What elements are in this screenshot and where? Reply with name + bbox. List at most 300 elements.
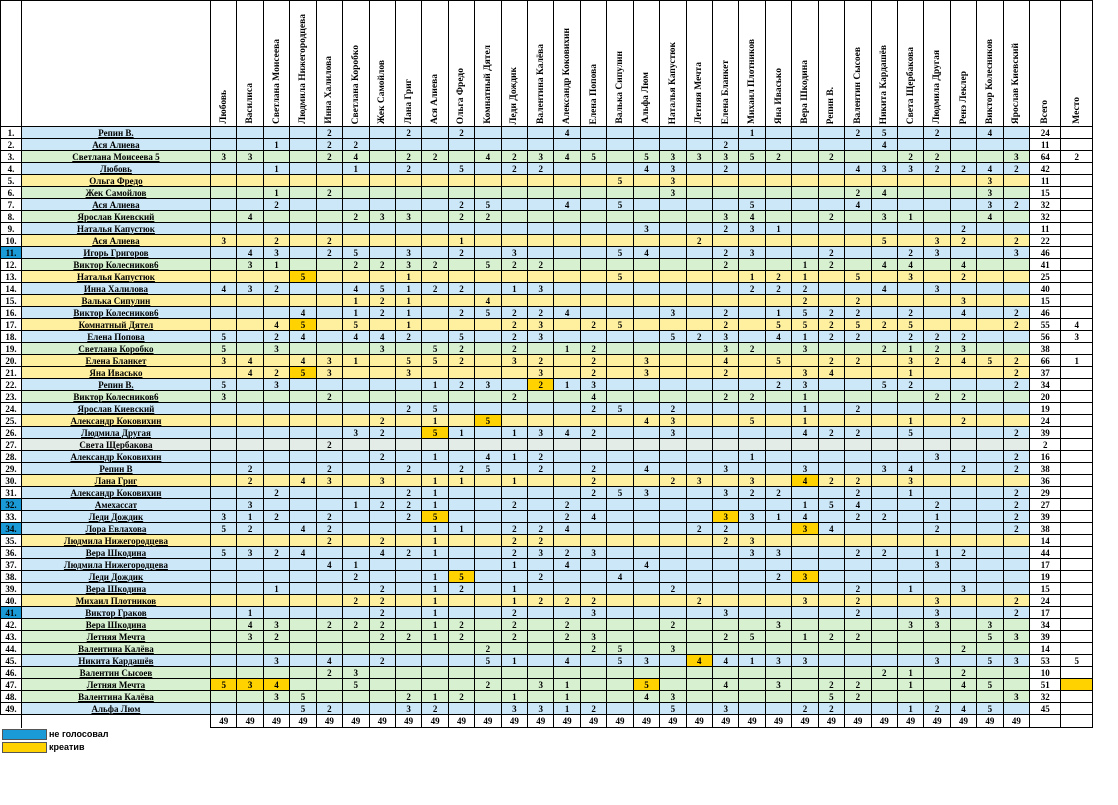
vote-cell — [528, 175, 554, 187]
vote-cell — [210, 187, 236, 199]
vote-cell: 2 — [395, 487, 421, 499]
vote-cell — [845, 535, 871, 547]
vote-cell: 4 — [871, 283, 897, 295]
vote-cell: 1 — [501, 691, 527, 703]
vote-cell: 3 — [528, 151, 554, 163]
row-number: 31. — [1, 487, 22, 499]
vote-cell: 3 — [739, 475, 765, 487]
vote-cell: 2 — [660, 403, 686, 415]
vote-cell: 5 — [607, 643, 633, 655]
vote-cell: 2 — [950, 271, 976, 283]
vote-cell — [765, 427, 791, 439]
vote-cell: 2 — [448, 583, 474, 595]
vote-cell — [607, 499, 633, 511]
vote-cell: 3 — [633, 487, 659, 499]
vote-cell: 4 — [290, 547, 316, 559]
vote-cell — [871, 631, 897, 643]
footer-count-cell: 49 — [290, 715, 316, 728]
vote-cell — [580, 211, 606, 223]
vote-cell: 3 — [237, 547, 263, 559]
vote-cell — [369, 127, 395, 139]
vote-cell — [660, 223, 686, 235]
vote-cell — [343, 535, 369, 547]
vote-cell — [554, 487, 580, 499]
vote-cell — [633, 427, 659, 439]
vote-cell — [897, 439, 923, 451]
footer-count-cell: 49 — [501, 715, 527, 728]
vote-cell: 1 — [448, 235, 474, 247]
vote-cell — [343, 511, 369, 523]
vote-cell — [422, 367, 448, 379]
vote-cell — [633, 331, 659, 343]
vote-cell — [765, 367, 791, 379]
vote-cell — [607, 703, 633, 715]
total-cell: 25 — [1030, 271, 1061, 283]
vote-cell: 3 — [633, 367, 659, 379]
vote-cell — [554, 535, 580, 547]
vote-cell — [369, 199, 395, 211]
vote-cell: 5 — [422, 427, 448, 439]
vote-cell — [792, 211, 818, 223]
vote-cell — [580, 199, 606, 211]
participant-name: Жек Самойлов — [21, 187, 210, 199]
vote-cell: 3 — [686, 475, 712, 487]
place-cell — [1061, 535, 1093, 547]
vote-cell — [263, 571, 289, 583]
vote-cell: 2 — [475, 679, 501, 691]
vote-cell: 2 — [686, 331, 712, 343]
vote-cell — [686, 439, 712, 451]
vote-cell — [765, 139, 791, 151]
vote-cell — [316, 163, 342, 175]
vote-cell — [528, 643, 554, 655]
vote-cell: 2 — [501, 607, 527, 619]
footer-row — [1, 715, 1093, 728]
vote-cell: 2 — [369, 499, 395, 511]
vote-cell — [290, 163, 316, 175]
vote-cell — [580, 223, 606, 235]
vote-cell: 1 — [897, 415, 923, 427]
vote-cell — [660, 547, 686, 559]
vote-cell — [950, 691, 976, 703]
vote-cell — [343, 547, 369, 559]
vote-cell — [528, 667, 554, 679]
vote-cell — [554, 247, 580, 259]
vote-cell — [448, 667, 474, 679]
vote-cell: 2 — [713, 391, 739, 403]
vote-cell — [845, 667, 871, 679]
vote-cell — [739, 235, 765, 247]
column-header — [871, 1, 897, 127]
vote-cell — [422, 211, 448, 223]
vote-cell: 3 — [395, 703, 421, 715]
vote-cell: 3 — [395, 367, 421, 379]
vote-cell — [210, 499, 236, 511]
vote-cell — [343, 343, 369, 355]
vote-cell: 3 — [316, 355, 342, 367]
vote-cell: 3 — [580, 631, 606, 643]
vote-cell — [950, 403, 976, 415]
vote-cell: 4 — [818, 367, 844, 379]
vote-cell — [897, 571, 923, 583]
vote-cell — [660, 355, 686, 367]
vote-cell: 2 — [395, 547, 421, 559]
vote-cell — [950, 139, 976, 151]
column-header-label: Вера Шкодина — [799, 60, 810, 124]
vote-cell: 3 — [660, 187, 686, 199]
vote-cell — [290, 619, 316, 631]
vote-cell — [607, 355, 633, 367]
vote-cell — [871, 175, 897, 187]
vote-cell — [686, 211, 712, 223]
vote-cell: 3 — [237, 631, 263, 643]
vote-cell — [924, 379, 950, 391]
column-header — [713, 1, 739, 127]
vote-cell: 2 — [845, 307, 871, 319]
column-header — [395, 1, 421, 127]
vote-cell — [713, 583, 739, 595]
vote-cell: 3 — [369, 211, 395, 223]
vote-cell: 3 — [924, 283, 950, 295]
place-cell — [1061, 379, 1093, 391]
vote-cell: 2 — [316, 439, 342, 451]
vote-cell — [554, 403, 580, 415]
vote-cell: 4 — [290, 523, 316, 535]
footer-count-cell — [1061, 715, 1093, 728]
vote-cell — [950, 283, 976, 295]
vote-cell: 1 — [897, 487, 923, 499]
place-cell — [1061, 175, 1093, 187]
vote-cell: 3 — [528, 427, 554, 439]
vote-cell — [448, 391, 474, 403]
vote-cell: 3 — [897, 163, 923, 175]
vote-cell: 3 — [528, 679, 554, 691]
vote-cell: 2 — [1003, 199, 1029, 211]
participant-name: Ярослав Киевский — [21, 211, 210, 223]
vote-cell: 4 — [580, 391, 606, 403]
column-header-label: Лана Григ — [403, 79, 414, 124]
vote-cell: 1 — [395, 319, 421, 331]
participant-name: Валька Сипулин — [21, 295, 210, 307]
vote-cell: 4 — [950, 355, 976, 367]
vote-cell — [290, 559, 316, 571]
vote-cell: 2 — [845, 331, 871, 343]
row-number: 42. — [1, 619, 22, 631]
vote-cell — [290, 199, 316, 211]
vote-cell — [422, 127, 448, 139]
vote-cell: 5 — [660, 331, 686, 343]
vote-cell: 1 — [792, 415, 818, 427]
vote-cell — [528, 631, 554, 643]
vote-cell — [924, 643, 950, 655]
vote-cell: 1 — [395, 271, 421, 283]
vote-cell — [897, 559, 923, 571]
table-row — [1, 451, 1093, 463]
vote-cell — [554, 451, 580, 463]
participant-name: Летняя Мечта — [21, 631, 210, 643]
vote-cell — [818, 127, 844, 139]
vote-cell: 1 — [422, 631, 448, 643]
vote-cell — [501, 139, 527, 151]
vote-cell — [792, 619, 818, 631]
total-cell: 24 — [1030, 595, 1061, 607]
vote-cell — [263, 499, 289, 511]
vote-cell: 1 — [897, 703, 923, 715]
legend-item — [2, 729, 108, 740]
vote-cell — [977, 559, 1003, 571]
vote-cell — [924, 307, 950, 319]
row-number: 43. — [1, 631, 22, 643]
vote-cell — [369, 355, 395, 367]
vote-cell — [369, 319, 395, 331]
vote-cell — [977, 607, 1003, 619]
vote-cell — [871, 619, 897, 631]
vote-cell — [686, 451, 712, 463]
vote-cell: 3 — [210, 511, 236, 523]
vote-cell — [950, 535, 976, 547]
vote-cell: 4 — [554, 199, 580, 211]
place-cell — [1061, 403, 1093, 415]
vote-cell — [977, 487, 1003, 499]
vote-cell — [369, 187, 395, 199]
vote-cell — [713, 295, 739, 307]
row-number: 7. — [1, 199, 22, 211]
vote-cell: 1 — [422, 607, 448, 619]
vote-cell — [739, 607, 765, 619]
vote-cell: 3 — [871, 163, 897, 175]
vote-cell: 4 — [237, 367, 263, 379]
vote-cell: 3 — [210, 355, 236, 367]
vote-cell — [977, 535, 1003, 547]
vote-cell: 5 — [369, 283, 395, 295]
vote-cell — [686, 343, 712, 355]
vote-cell: 3 — [660, 643, 686, 655]
vote-cell — [554, 571, 580, 583]
vote-cell — [660, 127, 686, 139]
vote-cell — [1003, 643, 1029, 655]
vote-cell — [528, 499, 554, 511]
table-row — [1, 391, 1093, 403]
vote-cell — [554, 391, 580, 403]
vote-cell — [237, 307, 263, 319]
vote-cell: 4 — [290, 355, 316, 367]
row-number: 11. — [1, 247, 22, 259]
vote-cell — [845, 451, 871, 463]
vote-cell: 2 — [924, 391, 950, 403]
vote-cell — [607, 127, 633, 139]
column-header — [818, 1, 844, 127]
vote-cell — [263, 535, 289, 547]
participant-name: Валентин Сысоев — [21, 667, 210, 679]
vote-cell: 5 — [448, 571, 474, 583]
vote-cell — [369, 703, 395, 715]
vote-cell: 2 — [580, 343, 606, 355]
vote-cell: 4 — [950, 703, 976, 715]
column-header-label: Всего — [1040, 100, 1051, 124]
vote-cell — [395, 655, 421, 667]
vote-cell — [977, 223, 1003, 235]
vote-cell — [554, 355, 580, 367]
vote-cell — [633, 271, 659, 283]
vote-cell — [580, 307, 606, 319]
vote-cell — [501, 187, 527, 199]
vote-cell: 3 — [501, 247, 527, 259]
vote-cell: 2 — [950, 223, 976, 235]
vote-cell — [448, 703, 474, 715]
column-header-label: Ася Алиева — [430, 73, 441, 124]
vote-cell: 3 — [660, 151, 686, 163]
table-row — [1, 379, 1093, 391]
column-header-label: Место — [1071, 97, 1082, 124]
vote-cell — [818, 379, 844, 391]
column-header-label: Никита Кардашёв — [879, 44, 890, 124]
vote-cell — [343, 451, 369, 463]
vote-cell — [897, 283, 923, 295]
footer-count-cell: 49 — [369, 715, 395, 728]
vote-cell: 1 — [501, 451, 527, 463]
vote-cell: 2 — [422, 283, 448, 295]
vote-cell: 1 — [263, 259, 289, 271]
vote-cell: 2 — [950, 163, 976, 175]
vote-cell — [316, 307, 342, 319]
vote-cell: 2 — [871, 511, 897, 523]
vote-cell — [765, 667, 791, 679]
column-header — [686, 1, 712, 127]
vote-cell — [422, 223, 448, 235]
vote-cell: 3 — [924, 607, 950, 619]
vote-cell: 2 — [263, 631, 289, 643]
vote-cell — [792, 127, 818, 139]
vote-cell: 4 — [343, 331, 369, 343]
vote-cell — [395, 415, 421, 427]
vote-cell: 1 — [395, 283, 421, 295]
vote-cell — [237, 343, 263, 355]
participant-name: Любовь — [21, 163, 210, 175]
vote-cell: 3 — [739, 511, 765, 523]
vote-cell — [686, 703, 712, 715]
table-row — [1, 487, 1093, 499]
vote-cell — [607, 163, 633, 175]
vote-cell — [713, 451, 739, 463]
vote-cell — [316, 487, 342, 499]
vote-cell: 4 — [792, 511, 818, 523]
vote-cell: 1 — [897, 343, 923, 355]
vote-cell — [263, 151, 289, 163]
vote-cell: 2 — [660, 475, 686, 487]
vote-cell — [897, 235, 923, 247]
vote-cell: 2 — [845, 487, 871, 499]
table-row — [1, 415, 1093, 427]
vote-cell — [897, 547, 923, 559]
vote-cell — [660, 319, 686, 331]
vote-cell — [660, 211, 686, 223]
vote-cell — [765, 451, 791, 463]
vote-cell — [1003, 619, 1029, 631]
vote-cell: 2 — [422, 259, 448, 271]
vote-cell — [475, 247, 501, 259]
vote-cell — [554, 415, 580, 427]
vote-cell — [580, 571, 606, 583]
vote-cell — [607, 439, 633, 451]
vote-cell — [1003, 559, 1029, 571]
vote-cell — [528, 343, 554, 355]
vote-cell: 5 — [607, 175, 633, 187]
vote-cell — [1003, 295, 1029, 307]
row-number: 35. — [1, 535, 22, 547]
table-row — [1, 499, 1093, 511]
table-row — [1, 139, 1093, 151]
vote-cell: 2 — [580, 475, 606, 487]
vote-cell — [369, 367, 395, 379]
vote-cell — [263, 667, 289, 679]
vote-cell: 3 — [792, 379, 818, 391]
column-header — [633, 1, 659, 127]
vote-cell — [818, 439, 844, 451]
vote-cell: 5 — [845, 271, 871, 283]
vote-cell — [607, 223, 633, 235]
column-header-label: Валька Сипулин — [615, 51, 626, 124]
vote-cell — [210, 139, 236, 151]
vote-cell: 2 — [316, 391, 342, 403]
vote-cell — [686, 163, 712, 175]
column-header — [263, 1, 289, 127]
total-cell: 53 — [1030, 655, 1061, 667]
table-row — [1, 343, 1093, 355]
vote-cell — [686, 271, 712, 283]
place-cell — [1061, 415, 1093, 427]
vote-cell — [792, 355, 818, 367]
vote-cell — [713, 283, 739, 295]
vote-cell — [395, 199, 421, 211]
vote-cell — [713, 187, 739, 199]
vote-cell: 2 — [316, 151, 342, 163]
vote-cell — [237, 559, 263, 571]
participant-name: Людмила Нижегородцева — [21, 559, 210, 571]
vote-cell: 2 — [660, 619, 686, 631]
vote-cell — [210, 451, 236, 463]
vote-cell: 1 — [897, 667, 923, 679]
vote-cell — [263, 607, 289, 619]
row-number: 24. — [1, 403, 22, 415]
vote-cell: 2 — [448, 199, 474, 211]
vote-cell: 3 — [1003, 247, 1029, 259]
vote-cell — [475, 355, 501, 367]
vote-cell: 5 — [290, 319, 316, 331]
vote-cell — [475, 499, 501, 511]
vote-cell: 5 — [818, 691, 844, 703]
vote-cell — [713, 547, 739, 559]
vote-cell — [871, 487, 897, 499]
vote-cell — [528, 607, 554, 619]
vote-cell — [633, 235, 659, 247]
participant-name: Репин В. — [21, 127, 210, 139]
vote-cell: 2 — [395, 331, 421, 343]
vote-cell: 1 — [739, 127, 765, 139]
vote-cell: 5 — [739, 631, 765, 643]
vote-cell — [475, 511, 501, 523]
total-cell: 51 — [1030, 679, 1061, 691]
vote-cell — [739, 367, 765, 379]
vote-cell: 2 — [1003, 523, 1029, 535]
vote-cell — [501, 439, 527, 451]
vote-cell: 2 — [924, 343, 950, 355]
vote-cell — [950, 487, 976, 499]
vote-cell — [554, 295, 580, 307]
place-cell — [1061, 235, 1093, 247]
vote-cell: 2 — [448, 127, 474, 139]
vote-cell: 5 — [580, 151, 606, 163]
vote-cell — [554, 259, 580, 271]
